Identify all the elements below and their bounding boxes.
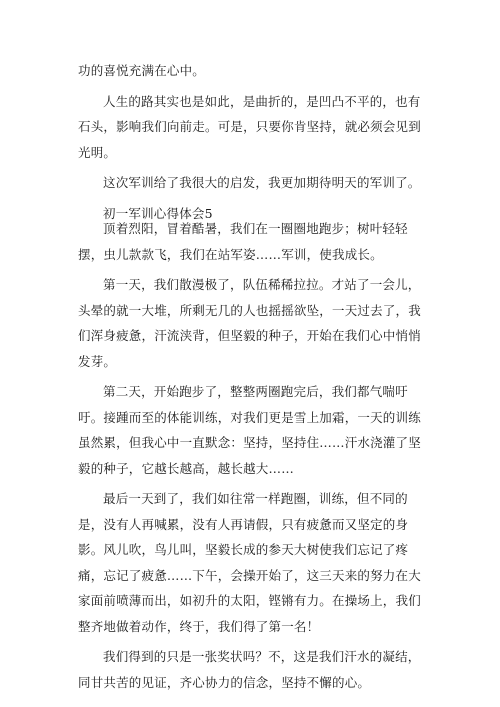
upper-text-block [78, 58, 426, 226]
paragraph-inspiration: 这次军训给了我很大的启发，我更加期待明天的军训了。 [103, 175, 421, 190]
section-title: 初一军训心得体会5 [103, 205, 213, 221]
paragraph-day-two: 第二天，开始跑步了，整整两圈跑完后，我们都气喘吁吁。接踵而至的体能训练，对我们更是雪上加霜，一天的训练虽然累，但我心中一直默念：坚持，坚持住……汗水浇灌了坚毅的种子，它越长越高，越长越大…… [78, 384, 421, 476]
main-text-block [78, 216, 426, 695]
paragraph-day-one: 第一天，我们散漫极了，队伍稀稀拉拉。才站了一会儿，头晕的就一大堆，所剩无几的人也摇摇欲坠，一天过去了，我们浑身疲惫，汗流浃背，但坚毅的种子，开始在我们心中悄悄发芽。 [78, 277, 421, 369]
paragraph-continuation: 功的喜悦充满在心中。 [78, 63, 206, 78]
paragraph-life-path: 人生的路其实也是如此，是曲折的，是凹凸不平的，也有石头，影响我们向前走。可是，只要你肯坚持，就必须会见到光明。 [78, 93, 421, 160]
paragraph-intro: 顶着烈阳，冒着酷暑，我们在一圈圈地跑步；树叶轻轻摆，虫儿款款飞，我们在站军姿……军训，使我成长。 [78, 221, 408, 262]
paragraph-conclusion: 我们得到的只是一张奖状吗？不，这是我们汗水的凝结，同甘共苦的见证，齐心协力的信念，坚持不懈的心。 [78, 649, 421, 690]
paragraph-last-day: 最后一天到了，我们如往常一样跑圈，训练，但不同的是，没有人再喊累，没有人再请假，只有疲惫而又坚定的身影。风儿吹，鸟儿叫，坚毅长成的参天大树使我们忘记了疼痛，忘记了疲惫……下午，会操开始了，这三天来的努力在大家面前喷薄而出，如初升的太阳，铿锵有力。在操场上，我们整齐地做着动作，终于，我们得了第一名！ [78, 491, 421, 634]
